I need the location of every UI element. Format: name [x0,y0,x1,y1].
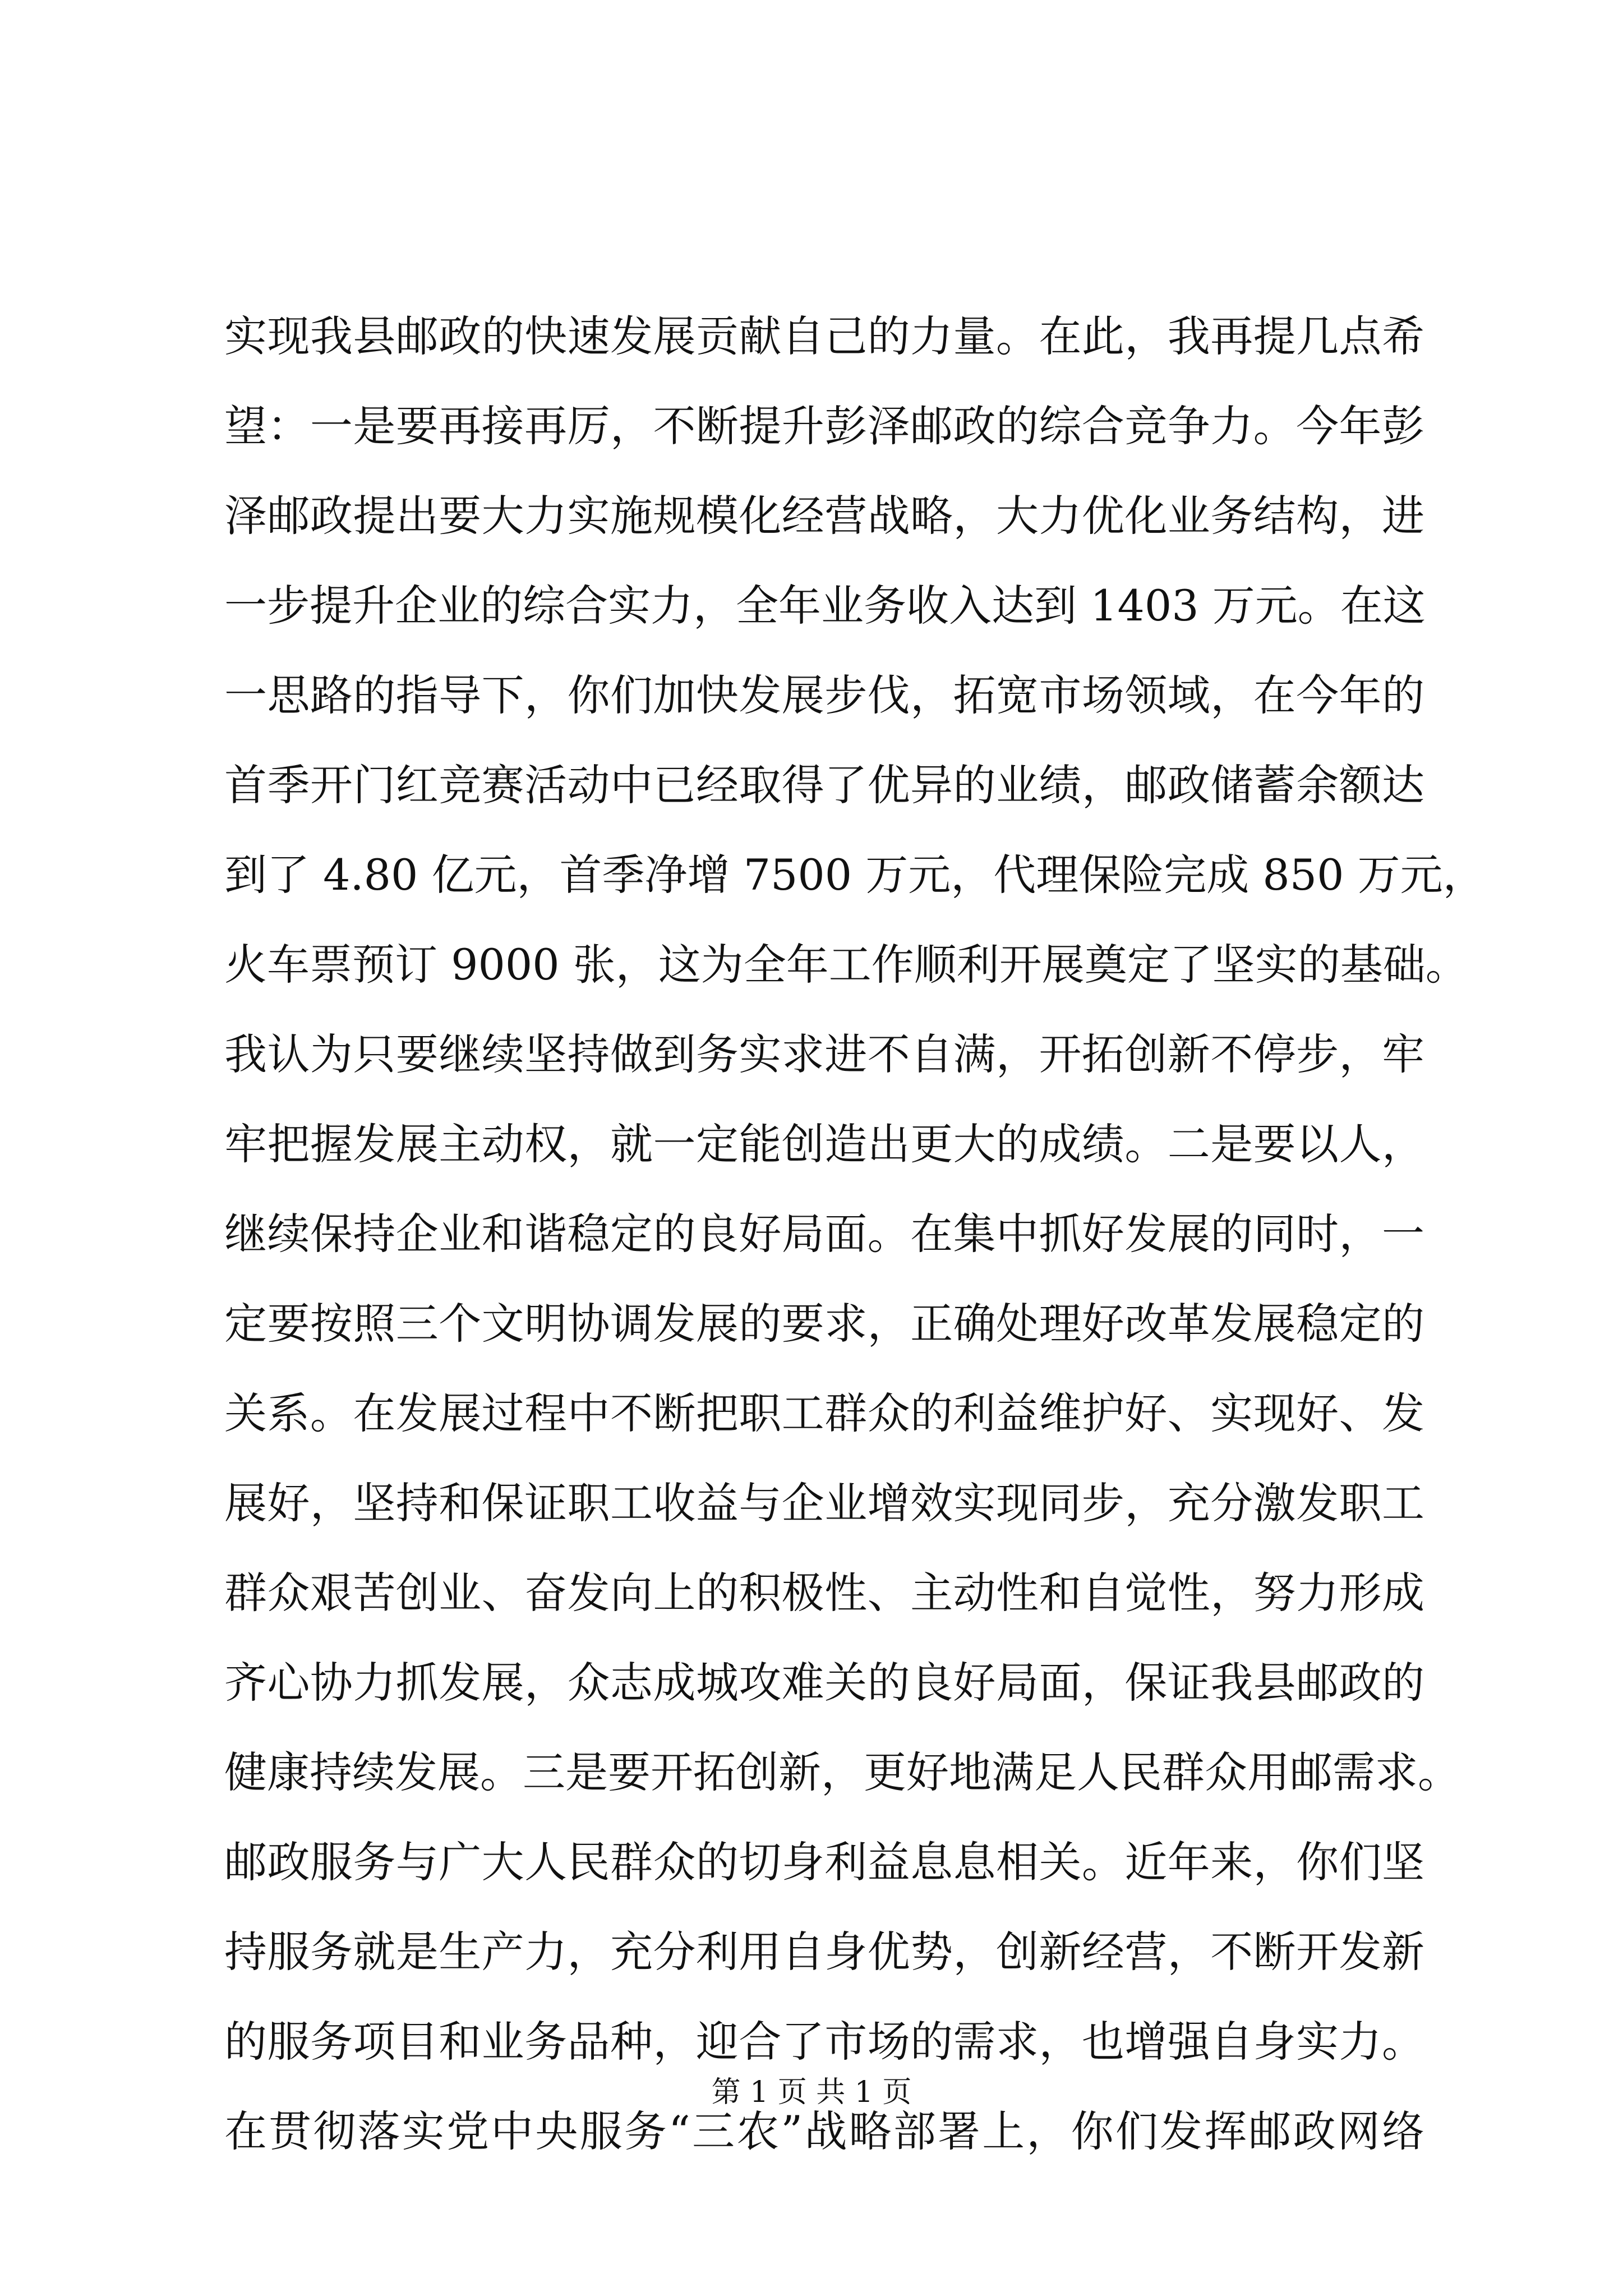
text-line: 展好，坚持和保证职工收益与企业增效实现同步，充分激发职工 [224,1478,1424,1528]
text-line: 邮政服务与广大人民群众的切身利益息息相关。近年来，你们坚 [224,1837,1424,1887]
text-line: 一思路的指导下，你们加快发展步伐，拓宽市场领域，在今年的 [224,670,1424,720]
text-line: 一步提升企业的综合实力，全年业务收入达到 1403 万元。在这 [224,581,1426,631]
body-text [224,292,1486,2177]
text-line: 持服务就是生产力，充分利用自身优势，创新经营，不断开发新 [224,1927,1424,1977]
text-line: 望：一是要再接再厉，不断提升彭泽邮政的综合竞争力。今年彭 [224,401,1424,451]
text-line: 我认为只要继续坚持做到务实求进不自满，开拓创新不停步，牢 [224,1029,1424,1079]
text-line: 群众艰苦创业、奋发向上的积极性、主动性和自觉性，努力形成 [224,1568,1424,1618]
text-line: 继续保持企业和谐稳定的良好局面。在集中抓好发展的同时，一 [224,1209,1424,1259]
text-line: 定要按照三个文明协调发展的要求，正确处理好改革发展稳定的 [224,1299,1424,1349]
text-line: 实现我县邮政的快速发展贡献自己的力量。在此，我再提几点希 [224,311,1424,361]
text-line: 关系。在发展过程中不断把职工群众的利益维护好、实现好、发 [224,1388,1424,1438]
text-line: 在贯彻落实党中央服务“三农”战略部署上，你们发挥邮政网络 [224,2106,1424,2156]
text-line: 齐心协力抓发展，众志成城攻难关的良好局面，保证我县邮政的 [224,1658,1424,1708]
text-line: 火车票预订 9000 张，这为全年工作顺利开展奠定了坚实的基础。 [224,940,1468,990]
text-line: 的服务项目和业务品种，迎合了市场的需求，也增强自身实力。 [224,2017,1424,2067]
text-line: 首季开门红竞赛活动中已经取得了优异的业绩，邮政储蓄余额达 [224,760,1424,810]
text-line: 到了 4.80 亿元，首季净增 7500 万元，代理保险完成 850 万元， [224,850,1486,900]
text-line: 牢把握发展主动权，就一定能创造出更大的成绩。二是要以人， [224,1119,1424,1169]
text-line: 泽邮政提出要大力实施规模化经营战略，大力优化业务结构，进 [224,491,1424,541]
page-number-footer: 第 1 页 共 1 页 [711,2076,912,2109]
text-line: 健康持续发展。三是要开拓创新，更好地满足人民群众用邮需求。 [224,1747,1460,1797]
